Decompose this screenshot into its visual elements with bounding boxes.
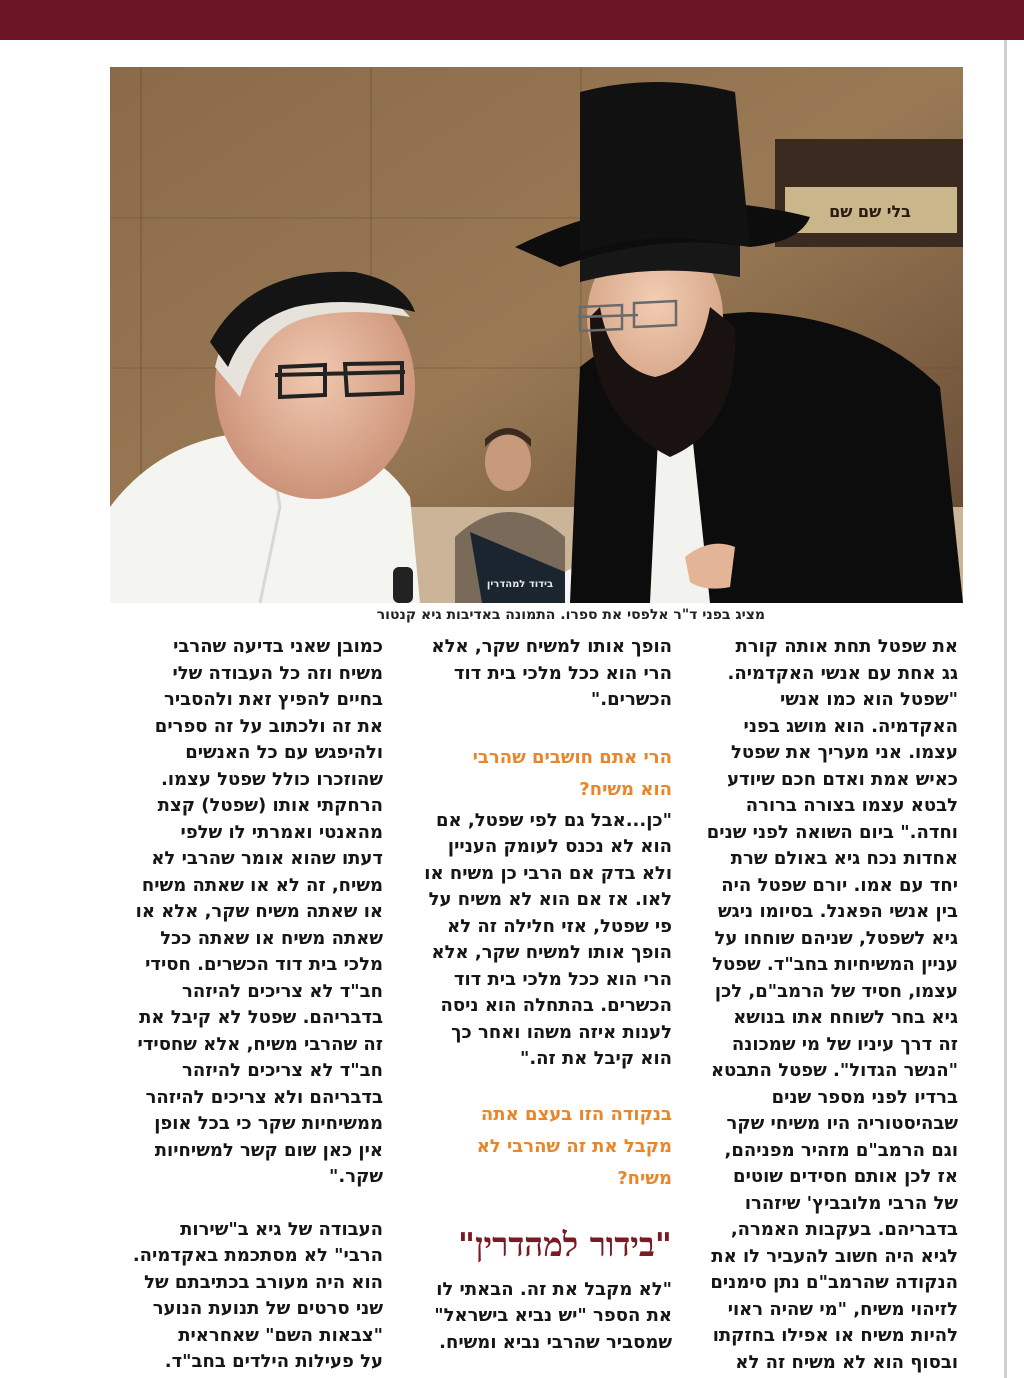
article-column-right <box>688 634 958 1376</box>
wall-sign-text: בלי שם שם <box>829 202 911 221</box>
interview-question: הרי אתם חושבים שהרבי הוא משיח? <box>472 746 672 800</box>
body-paragraph: "כן...אבל גם לפי שפטל, אם הוא לא נכנס לעומק העניין ולא בדק אם הרבי כן משיח או לאו. אז אם הוא לא משיח על פי שפטל, אזי חלילה זה לא הופך אותו למשיח שקר, אלא הרי הוא ככל מלכי בית דוד הכשרים. בהתחלה הוא ניסה לענות איזה משהו ואחר כך הוא קיבל את זה." <box>424 809 672 1069</box>
book-title: בידוד למהדרין <box>486 579 554 590</box>
section-heading: "בידור למהדרין" <box>457 1224 672 1264</box>
header-bar <box>0 0 1024 40</box>
body-paragraph: הופך אותו למשיח שקר, אלא הרי הוא ככל מלכי בית דוד הכשרים." <box>431 636 672 710</box>
wall-sign <box>775 139 963 247</box>
page-edge-divider <box>1004 40 1007 1378</box>
interview-question: בנקודה הזו בעצם אתה מקבל את זה שהרבי לא משיח? <box>476 1103 672 1189</box>
body-paragraph: כמובן שאני בדיעה שהרבי משיח וזה כל העבודה שלי בחיים להפיץ זאת ולהסביר את זה ולכתוב על זה ספרים ולהיפגש עם כל האנשים שהוזכרו כולל שפטל עצמו. הרחקתי אותו (שפטל) קצת מהאנטי ואמרתי לו שלפי דעתו שהוא אומר שהרבי לא משיח, זה לא או שאתה משיח או שאתה משיח שקר, אלא או שאתה משיח או שאתה ככל מלכי בית דוד הכשרים. חסידי חב"ד לא צריכים להיזהר בדבריהם. שפטל לא קיבל את זה שהרבי משיח, אלא שחסידי חב"ד לא צריכים להיזהר בדבריהם ולא צריכים להיזהר ממשיחיות שקר כי בכל אופן אין כאן שום קשר למשיחיות שקר." <box>135 636 383 1187</box>
body-paragraph: את שפטל תחת אותה קורת גג אחת עם אנשי האקדמיה. "שפטל הוא כמו אנשי האקדמיה. הוא מושג בפני עצמו. אני מעריך את שפטל כאיש אמת ואדם חכם שיודע לבטא עצמו בצורה ברורה וחדה." ביום השואה לפני שנים אחדות נכח גיא באולם שרת יחד עם אמו. יורם שפטל היה בין אנשי הפאנל. בסיומו ניגש גיא לשפטל, שניהם שוחחו על עניין המשיחיות בחב"ד. שפטל עצמו, חסיד של הרמב"ם, לכן גיא בחר לשוחח אתו בנושא זה דרך עיניו של מי שמכונה "הנשר הגדול". שפטל התבטא ברדיו לפני מספר שנים שבהיסטוריה היו משיחי שקר וגם הרמב"ם מזהיר מפניהם, אז לכן אותם חסידים שוטים של הרבי מלובביץ' שיזהרו בדבריהם. בעקבות האמרה, לגיא היה חשוב להעביר לו את הנקודה שהרמב"ם נתן סימנים לזיהוי משיח, "מי שהיה ראוי להיות משיח או אפילו בחזקתו ובסוף הוא לא משיח זה לא <box>706 636 958 1373</box>
body-paragraph: העבודה של גיא ב"שירות הרבי" לא מסתכמת באקדמיה. הוא היה מעורב בכתיבתם של שני סרטים של תנועת הנוער "צבאות השם" שאחראית על פעילות הילדים בחב"ד. <box>132 1218 383 1372</box>
photo-caption: מציג בפני ד"ר אלפסי את ספרו. התמונה באדיבות גיא קנטור <box>376 607 765 623</box>
article-column-left <box>113 634 383 1376</box>
body-paragraph: "לא מקבל את זה. הבאתי לו את הספר "יש נביא בישראל" שמסביר שהרבי נביא ומשיח. <box>434 1278 672 1353</box>
article-column-middle <box>402 634 672 1356</box>
article-photo <box>110 67 963 603</box>
